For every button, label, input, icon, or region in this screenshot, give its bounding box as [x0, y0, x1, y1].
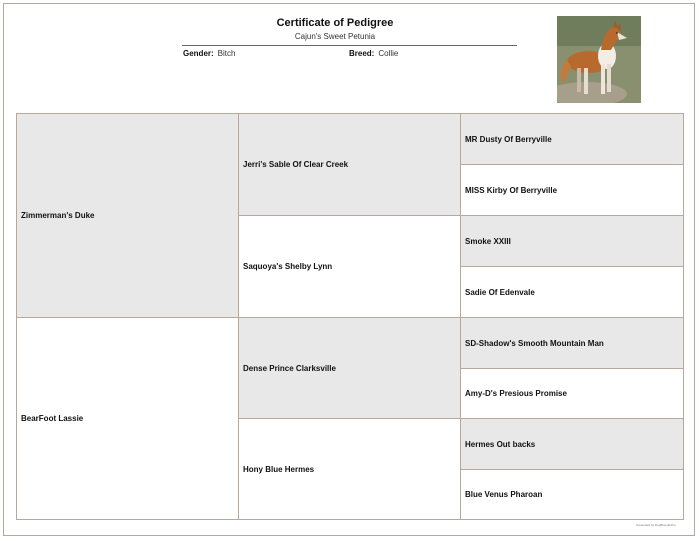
maternal-grandsire [238, 317, 461, 419]
great-grandparent-1-name: MR Dusty Of Berryville [465, 134, 552, 144]
great-grandparent-5-name: SD-Shadow's Smooth Mountain Man [465, 338, 604, 348]
dog-photo [557, 16, 641, 103]
maternal-grandsire-name: Dense Prince Clarksville [243, 363, 336, 373]
great-grandparent-7-name: Hermes Out backs [465, 439, 536, 449]
great-grandparent-2-name: MISS Kirby Of Berryville [465, 185, 558, 195]
certificate-title: Certificate of Pedigree [276, 17, 394, 29]
great-grandparent-5 [460, 317, 684, 369]
paternal-granddam [238, 215, 461, 318]
maternal-granddam-name: Hony Blue Hermes [243, 464, 315, 474]
sire-name: Zimmerman's Duke [21, 211, 95, 220]
great-grandparent-6-name: Amy-D's Presious Promise [465, 389, 567, 398]
paternal-grandsire-name: Jerri's Sable Of Clear Creek [243, 160, 349, 169]
great-grandparent-2 [460, 164, 684, 216]
great-grandparent-8 [460, 469, 684, 520]
great-grandparent-7 [460, 418, 684, 470]
gender-value: Bitch [217, 49, 236, 58]
breed-label: Breed: [349, 49, 375, 58]
dam [16, 317, 239, 520]
gender-field [183, 49, 235, 58]
paternal-grandsire [238, 113, 461, 216]
sire [16, 113, 239, 318]
title-divider [182, 45, 517, 46]
great-grandparent-6 [460, 368, 684, 419]
great-grandparent-3-name: Smoke XXIII [465, 236, 511, 246]
great-grandparent-4-name: Sadie Of Edenvale [465, 287, 535, 297]
breed-value: Collie [378, 49, 399, 58]
dam-name: BearFoot Lassie [21, 414, 84, 423]
breed-field [349, 49, 398, 58]
great-grandparent-1 [460, 113, 684, 165]
dog-name: Cajun's Sweet Petunia [294, 32, 376, 41]
great-grandparent-4 [460, 266, 684, 318]
gender-label: Gender: [183, 49, 214, 58]
maternal-granddam [238, 418, 461, 520]
paternal-granddam-name: Saquoya's Shelby Lynn [243, 262, 333, 271]
great-grandparent-3 [460, 215, 684, 267]
collie-photo-illustration [557, 16, 641, 103]
great-grandparent-8-name: Blue Venus Pharoan [465, 490, 543, 499]
generated-by-note: Generated by DogBreederPro [636, 523, 676, 527]
